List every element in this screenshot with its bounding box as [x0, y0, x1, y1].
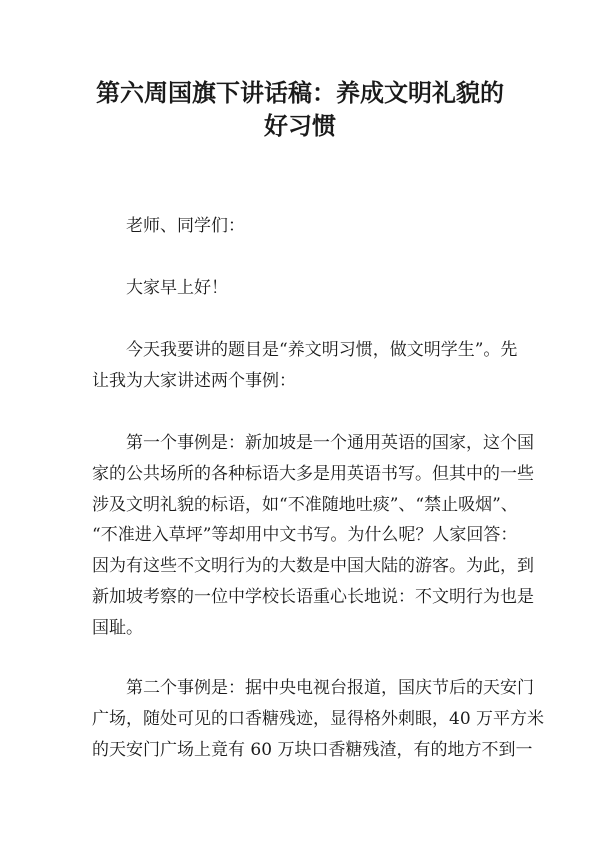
document-title: [80, 76, 520, 142]
intro-line: 今天我要讲的题目是“养文明习惯，做文明学生”。先: [126, 340, 518, 360]
intro-line: 让我为大家讲述两个事例：: [92, 370, 296, 391]
example1-line: 新加坡考察的一位中学校长语重心长地说：不文明行为也是: [92, 586, 534, 607]
example1-line: 家的公共场所的各种标语大多是用英语书写。但其中的一些: [92, 463, 534, 484]
title-line-1: 第六周国旗下讲话稿：养成文明礼貌的: [96, 78, 504, 107]
salutation: 老师、同学们：: [126, 216, 245, 236]
example1-line: 因为有这些不文明行为的大数是中国大陆的游客。为此，到: [92, 556, 534, 577]
example1-paragraph: [92, 428, 534, 644]
example2-line: 的天安门广场上竟有 60 万块口香糖残渣，有的地方不到一: [92, 739, 533, 760]
example2-line: 第二个事例是：据中央电视台报道，国庆节后的天安门: [126, 678, 534, 698]
salutation-paragraph: [92, 211, 508, 242]
example1-line: “不准进入草坪”等却用中文书写。为什么呢？人家回答：: [92, 525, 518, 546]
title-line-2: 好习惯: [264, 111, 336, 140]
intro-paragraph: [92, 335, 518, 397]
example1-line: 涉及文明礼貌的标语，如“不准随地吐痰”、“禁止吸烟”、: [92, 494, 518, 515]
greeting: 大家早上好！: [126, 278, 228, 298]
example2-line: 广场，随处可见的口香糖残迹，显得格外刺眼，40 万平方米: [92, 708, 545, 729]
example2-paragraph: [92, 673, 545, 765]
greeting-paragraph: [92, 273, 508, 304]
example1-line: 第一个事例是：新加坡是一个通用英语的国家，这个国: [126, 433, 534, 453]
example1-line: 国耻。: [92, 617, 143, 638]
